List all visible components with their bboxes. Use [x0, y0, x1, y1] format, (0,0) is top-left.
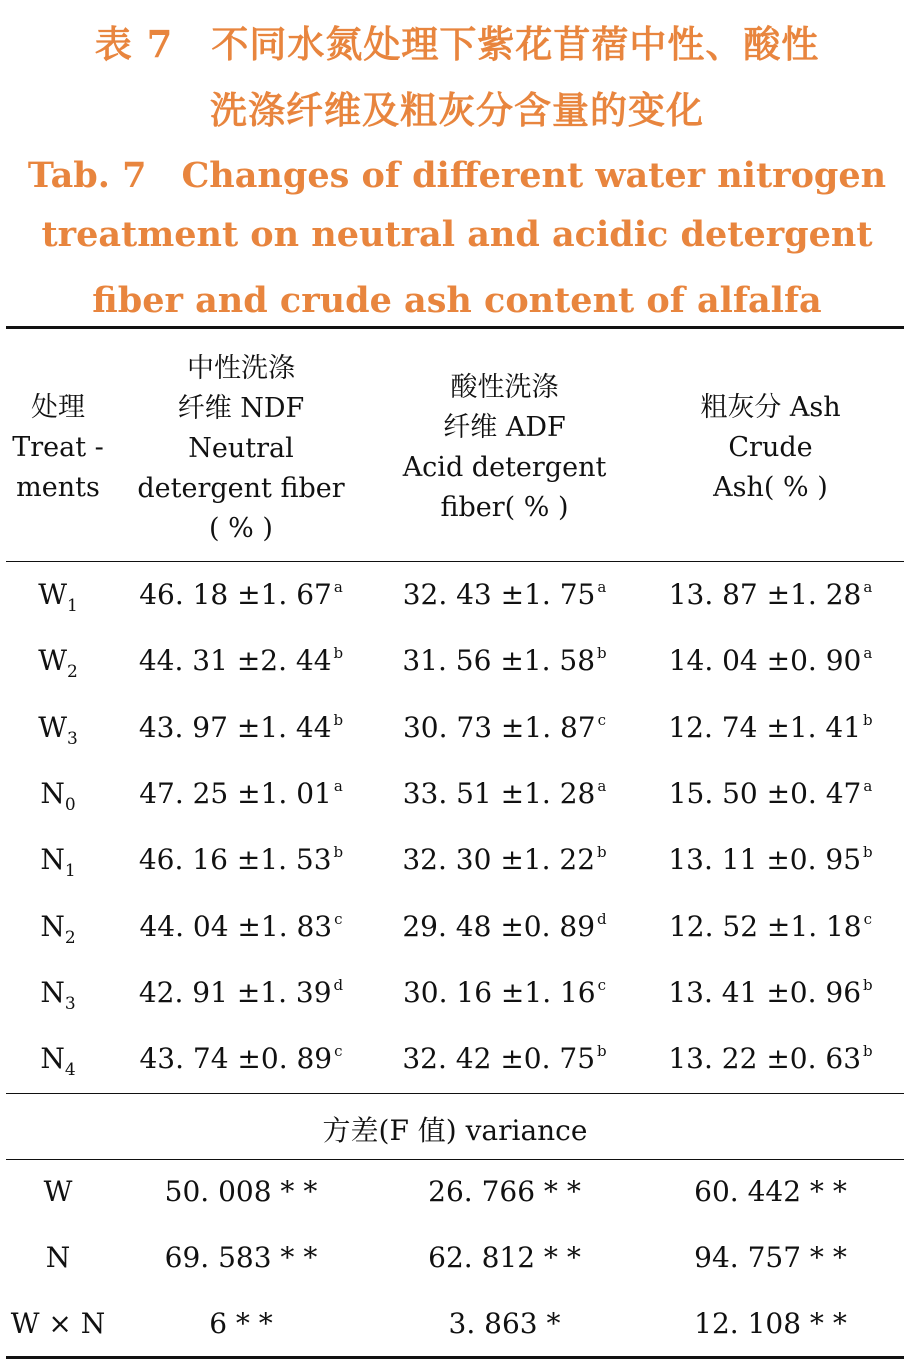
variance-factor: N	[45, 1241, 71, 1274]
ndf-value: 42. 91 ±1. 39 $^d$	[138, 976, 344, 1009]
ash-f-value: 94. 757 * *	[694, 1241, 847, 1274]
ndf-value: 44. 31 ±2. 44 $^b$	[138, 644, 344, 677]
adf-value: 32. 42 ±0. 75 $^b$	[402, 1042, 607, 1075]
ndf-f-value: 6 * *	[209, 1307, 273, 1340]
ndf-value: 44. 04 ±1. 83 $^c$	[139, 910, 343, 943]
variance-factor: W	[43, 1175, 73, 1208]
variance-bottom-rule	[6, 1159, 904, 1160]
ash-value: 12. 52 ±1. 18 $^c$	[668, 910, 873, 943]
header-bottom-rule	[6, 561, 904, 562]
title-en-line3: fiber and crude ash content of alfalfa	[92, 280, 822, 321]
treatment-label: $N_3$	[40, 976, 76, 1014]
adf-f-value: 62. 812 * *	[428, 1241, 581, 1274]
variance-label: 方差(F 值) variance	[322, 1114, 588, 1147]
ash-f-value: 60. 442 * *	[694, 1175, 847, 1208]
treatment-label: $W_2$	[38, 644, 78, 682]
adf-f-value: 26. 766 * *	[428, 1175, 581, 1208]
ash-value: 13. 22 ±0. 63 $^b$	[668, 1042, 873, 1075]
adf-f-value: 3. 863 *	[448, 1307, 561, 1340]
ndf-value: 43. 97 ±1. 44 $^b$	[138, 711, 344, 744]
ash-value: 13. 41 ±0. 96 $^b$	[668, 976, 873, 1009]
title-en-line2: treatment on neutral and acidic detergent	[41, 214, 873, 255]
treatment-label: $N_4$	[40, 1042, 76, 1080]
ash-f-value: 12. 108 * *	[694, 1307, 847, 1340]
table-top-rule	[6, 326, 904, 329]
ash-value: 12. 74 ±1. 41 $^b$	[668, 711, 873, 744]
ash-value: 14. 04 ±0. 90 $^a$	[668, 644, 873, 677]
adf-value: 30. 16 ±1. 16 $^c$	[402, 976, 607, 1009]
ndf-value: 46. 16 ±1. 53 $^b$	[138, 843, 344, 876]
header-adf: 酸性洗涤 纤维 ADF Acid detergent fiber( % )	[402, 372, 607, 523]
adf-value: 30. 73 ±1. 87 $^c$	[402, 711, 607, 744]
title-en-line1: Tab. 7 Changes of different water nitrogen	[27, 155, 887, 196]
adf-value: 29. 48 ±0. 89 $^d$	[402, 910, 607, 943]
treatment-label: $N_0$	[40, 777, 76, 815]
ndf-value: 47. 25 ±1. 01 $^a$	[139, 777, 343, 810]
title-zh-line2: 洗涤纤维及粗灰分含量的变化	[210, 88, 704, 132]
adf-value: 31. 56 ±1. 58 $^b$	[402, 644, 607, 677]
ash-value: 13. 87 ±1. 28 $^a$	[668, 578, 873, 611]
treatment-label: $N_1$	[40, 843, 76, 881]
title-zh-line1: 表 7 不同水氮处理下紫花苜蓿中性、酸性	[94, 22, 820, 66]
variance-factor: W × N	[10, 1307, 106, 1340]
header-ash: 粗灰分 Ash Crude Ash( % )	[700, 392, 841, 503]
adf-value: 33. 51 ±1. 28 $^a$	[402, 777, 607, 810]
treatment-label: $W_1$	[38, 578, 78, 616]
variance-top-rule	[6, 1093, 904, 1094]
ndf-value: 43. 74 ±0. 89 $^c$	[139, 1042, 343, 1075]
ash-value: 13. 11 ±0. 95 $^b$	[668, 843, 873, 876]
table-bottom-rule	[6, 1356, 904, 1359]
ash-value: 15. 50 ±0. 47 $^a$	[668, 777, 873, 810]
ndf-value: 46. 18 ±1. 67 $^a$	[139, 578, 343, 611]
treatment-label: $N_2$	[40, 910, 76, 948]
ndf-f-value: 69. 583 * *	[164, 1241, 318, 1274]
treatment-label: $W_3$	[38, 711, 78, 749]
adf-value: 32. 43 ±1. 75 $^a$	[402, 578, 607, 611]
adf-value: 32. 30 ±1. 22 $^b$	[402, 843, 607, 876]
ndf-f-value: 50. 008 * *	[164, 1175, 318, 1208]
header-treatments: 处理 Treat - ments	[12, 392, 104, 503]
header-ndf: 中性洗涤 纤维 NDF Neutral detergent fiber ( % )	[137, 353, 345, 544]
